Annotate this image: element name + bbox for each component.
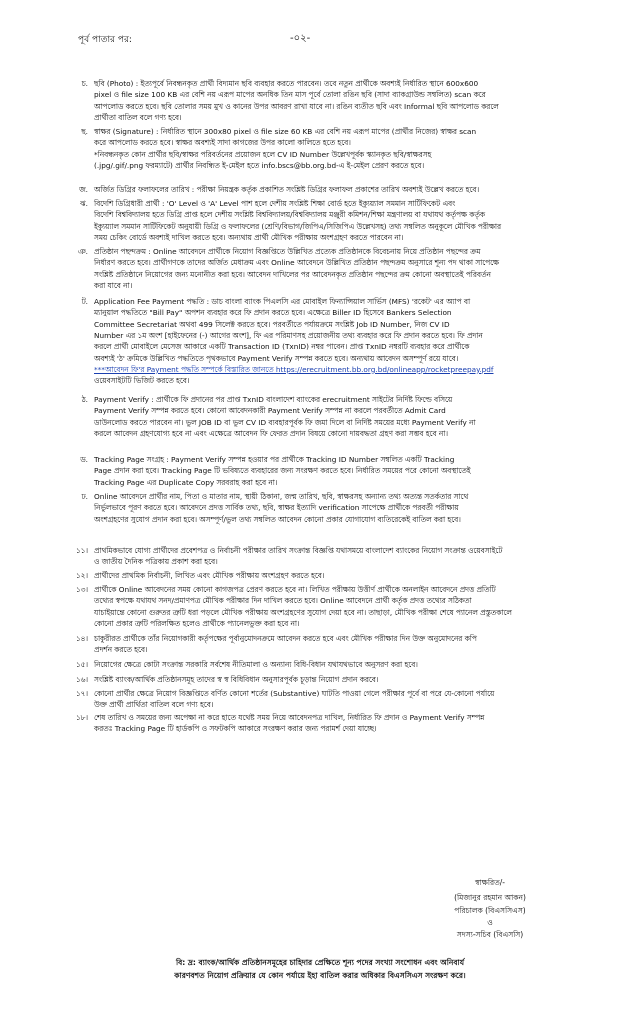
item-number: ট. [81,297,88,306]
item-text-line: Tracking Page এর Duplicate Copy সরবরাহ করা হবে না। [94,477,278,487]
signatory-designation-2: সদস্য-সচিব (বিএসসি) [456,930,524,939]
item-number: ঠ. [81,395,88,404]
item-text-line: Payment Verify : প্রার্থীকে ফি প্রদানের পর প্রাপ্ত TxnID বাংলাদেশ ব্যাংকের erecruitment সাইটের নির্দিষ্ট ফিল্ডে বসিয়ে [94,395,453,404]
item-number: ছ. [81,127,88,136]
item-text-line: নির্ধারণ করতে হবে। প্রার্থীগণকে তাদের অর্জিত মেধাক্রম এবং Online আবেদনে উল্লিখিত প্রতিষ্ঠান পছন্দক্রম অনুসারে শূন্য পদ থাকা সাপেক্ষে [94,258,499,268]
item-text-line: Page প্রদান করা হবে। Tracking Page টি ভবিষ্যতে ব্যবহারের জন্য সংরক্ষণ করতে হবে। নির্ধারিত সময়ের পরে কোনো অবস্থাতেই [94,466,471,476]
item-number: জ. [79,185,88,194]
footer-note-line-2: কারণবশত নিয়োগ প্রক্রিয়ার যে কোন পর্যায়ে ইহা বাতিল করার অধিকার বিএসসিএস সংরক্ষণ করে। [174,971,466,980]
item-text-line: Tracking Page সংগ্রহ : Payment Verify সম্পন্ন হওয়ার পর প্রার্থীকে Tracking ID Number সম্বলিত একটি Tracking [94,455,455,464]
item-text-line: সংশ্লিষ্ট ব্যাংক/আর্থিক প্রতিষ্ঠানসমূহ তাদের স্ব স্ব বিধিবিধান অনুসারপূর্বক চূড়ান্ত নিয়োগ প্রদান করবে। [94,675,379,684]
item-number: ১৩। [75,585,88,594]
item-text-line: *নিবন্ধনকৃত কোন প্রার্থীর ছবি/স্বাক্ষর পরিবর্তনের প্রয়োজন হলে CV ID Number উল্লেখপূর্বক স্ক্যানকৃত ছবি/স্বাক্ষরসহ [94,149,432,159]
item-number: ১৬। [75,675,88,684]
item-text-line: স্বাক্ষর (Signature) : নির্ধারিত স্থানে 300x80 pixel ও file size 60 KB এর বেশি নয় এরূপ মাপের (প্রার্থীর নিজের) স্বাক্ষর scan [94,127,477,136]
signatory-designation-1: পরিচালক (বিএসসিএস) [454,906,526,915]
item-text-line: Application Fee Payment পদ্ধতি : ডাচ বাংলা ব্যাংক পিএলসি এর মোবাইল ফিন্যান্সিয়াল সার্ভিস (MFS) 'রকেট' এর অ্যাপ বা [94,297,471,306]
item-text-line: কোনো প্রকার ত্রুটি পরিলক্ষিত হলেও প্রার্থীকে প্যানেলভুক্ত করা হবে না। [94,618,300,628]
item-text-line: ওয়েবসাইটটি ভিজিট করতে হবে। [94,376,190,386]
item-text-line: প্রার্থীতা বাতিল বলে গণ্য হবে। [94,112,182,122]
item-number: ঞ. [77,247,88,256]
item-text-line: বিদেশি বিশ্ববিদ্যালয় হতে ডিগ্রি প্রাপ্ত হলে দেশীয় সংশ্লিষ্ট বিশ্ববিদ্যালয়/বিশ্ববিদ্যালয় মঞ্জুরী কমিশন/শিক্ষা মন্ত্রণালয় বা যথাযথ কর্তৃপক্ষ কর্তৃক [94,210,485,220]
item-text-line: করে আপলোড করতে হবে। স্বাক্ষর অবশ্যই সাদা কাগজের উপর কালো কালিতে হতে হবে। [94,138,351,148]
continued-label: পূর্ব পাতার পর: [78,35,132,45]
item-text-line: প্রার্থীকে Online আবেদনের সময় কোনো কাগজপত্র প্রেরণ করতে হবে না। লিখিত পরীক্ষায় উত্তীর্ণ প্রার্থীকে অনলাইন আবেদনে প্রদত্ত প্রতিটি [94,585,496,594]
payment-info-link-line: ***আবেদন ফি'র Payment পদ্ধতি সম্পর্কে বিস্তারিত জানতে https://erecruitment.bb.org.bd/onlineapp/rocketpreepay.pdf [94,364,494,374]
item-number: ১৭। [75,689,88,698]
item-text-line: ইক্যুয়্যাল সমমান সার্টিফিকেট অনুযায়ী ডিগ্রি ও ফলাফলের (শ্রেণি/বিভাগ/জিপিএ/সিজিপিএ উল্লেখসহ) তথ্য সম্বলিত অনুকূলে মৌখিক পরীক্ষার [94,221,501,231]
item-text-line: ম্যানুয়াল পদ্ধতিতে "Bill Pay" অপশন ব্যবহার করে ফি প্রদান করতে হবে। এক্ষেত্রে Biller ID হিসেবে Bankers Selection [94,308,452,318]
item-text-line: কোনো প্রার্থীর ক্ষেত্রে নিয়োগ বিজ্ঞপ্তিতে বর্ণিত কোনো শর্তের (Substantive) ঘাটতি পাওয়া গেলে পরীক্ষার পূর্বে বা পরে যে-কোনো পর্যায়ে [94,689,495,698]
item-text-line: করলে আবেদন গ্রহণযোগ্য হবে না এবং এক্ষেত্রে আবেদন ফি ফেরত প্রদান বিষয়ে কোনো দায়বদ্ধতা গ্রহণ করা সম্ভব হবে না। [94,428,448,438]
item-text-line: করতঃ Tracking Page টি হার্ডকপি ও সফটকপি আকারে সংরক্ষণ করার জন্য পরামর্শ দেয়া যাচ্ছে। [94,724,377,734]
item-number: ১২। [75,571,88,580]
item-number: ১৫। [75,660,88,669]
item-text-line: করা যাবে না। [94,280,133,290]
item-text-line: বিদেশি ডিগ্রিধারী প্রার্থী : 'O' Level ও 'A' Level পাশ হলে দেশীয় সংশ্লিষ্ট শিক্ষা বোর্ড হতে ইক্যুয়্যাল সমমান সার্টিফিকেট এবং [94,199,456,208]
item-text-line: চাকুরীরত প্রার্থীকে তাঁর নিয়োগকারী কর্তৃপক্ষের পূর্বানুমোদনক্রমে আবেদন করতে হবে এবং মৌখিক পরীক্ষার দিন উক্ত অনুমোদনের কপি [94,634,477,643]
item-text-line: Committee Secretariat অথবা 499 সিলেক্ট করতে হবে। পরবর্তীতে পর্যায়ক্রমে সংশ্লিষ্ট Job ID Number, নিজ CV ID [94,319,450,329]
item-text-line: শেষ তারিখ ও সময়ের জন্য অপেক্ষা না করে হাতে যথেষ্ট সময় নিয়ে আবেদনপত্র দাখিল, নির্ধারিত ফি প্রদান ও Payment Verify সম্পন্ন [94,713,485,722]
item-text-line: প্রতিষ্ঠান পছন্দক্রম : Online আবেদনে প্রার্থীকে নিয়োগ বিজ্ঞপ্তিতে উল্লিখিত প্রত্যেক প্রতিষ্ঠানকে বিবেচনায় নিয়ে প্রতিষ্ঠান পছন্দের ক্রম [94,247,481,256]
item-text-line: উক্ত প্রার্থী প্রার্থিতা বাতিল বলে গণ্য হবে। [94,700,214,710]
item-text-line: প্রার্থীদের প্রাথমিক নির্বাচনী, লিখিত এবং মৌখিক পরীক্ষায় অংশগ্রহণ করতে হবে। [94,571,325,580]
item-text-line: অবশ্যই 'ঠ' ক্রমিকে উল্লিখিত পদ্ধতিতে পৃথকভাবে Payment Verify সম্পন্ন করতে হবে। অন্যথায় আবেদন অসম্পূর্ণ রয়ে যাবে। [94,353,459,363]
item-text-line: নিয়োগের ক্ষেত্রে কোটা সংক্রান্ত সরকারি সর্বশেষ নীতিমালা ও অন্যান্য বিধি-বিধান যথাযথভাবে অনুসরণ করা হবে। [94,660,418,669]
item-text-line: প্রদর্শন করতে হবে। [94,645,148,655]
signed-label: স্বাক্ষরিত/- [475,878,505,887]
footer-note-line-1: বি: দ্র: ব্যাংক/আর্থিক প্রতিষ্ঠানসমূহের চাহিদার প্রেক্ষিতে শূন্য পদের সংখ্যা সংশোধন এবং অনিবার্য [175,958,465,967]
email-line: (.jpg/.gif/.png ফরম্যাটে) প্রার্থীর নিবন্ধিত ই-মেইল হতে info.bscs@bb.org.bd-এ ই-মেইল প্রেরণ করতে হবে। [94,160,425,170]
item-number: ১১। [75,546,88,555]
item-text-line: ডাউনলোড করতে পারবেন না। ভুল JOB ID বা ভুল CV ID ব্যবহারপূর্বক ফি জমা দিলে বা নির্দিষ্ট সময়ের মধ্যে Payment Verify না [94,417,476,427]
item-text-line: যাচাইয়ান্তে কোনো গুরুতর ত্রুটি ধরা পড়লে মৌখিক পরীক্ষায় অংশগ্রহণের সুযোগ দেয়া হবে না। তাছাড়া, মৌখিক পরীক্ষা শেষে প্যানেল প্রস্তুতকালে [94,607,512,617]
item-text-line: ও জাতীয় দৈনিক পত্রিকায় প্রকাশ করা হবে। [94,557,218,567]
item-text-line: প্রাথমিকভাবে যোগ্য প্রার্থীদের প্রবেশপত্র ও নির্বাচনী পরীক্ষার তারিখ সংক্রান্ত বিজ্ঞপ্তি যথাসময়ে বাংলাদেশ ব্যাংকের নিয়োগ সংক্রান্ত ওয়েবসাইটে [94,546,503,555]
item-text-line: pixel ও file size 100 KB এর বেশি নয় এরূপ মাপের অনধিক তিন মাস পূর্বে তোলা রঙিন ছবি (সাদা ব্যাকগ্রাউন্ড সম্বলিত) scan করে [94,90,486,100]
item-text-line: Online আবেদনে প্রার্থীর নাম, পিতা ও মাতার নাম, স্থায়ী ঠিকানা, জন্ম তারিখ, ছবি, স্বাক্ষরসহ অন্যান্য তথ্য অত্যন্ত সতর্কতার সাথে [94,492,469,501]
item-text-line: তথ্যের স্বপক্ষে যথাযথ সনদ/প্রমাণপত্র মৌখিক পরীক্ষার দিন দাখিল করতে হবে। Online আবেদনে প্রার্থী কর্তৃক প্রদত্ত তথ্যের সঠিকতা [94,596,472,606]
page-number: -০২- [290,33,311,44]
item-text-line: Number এর ১ম অংশ [হাইফেনের (-) আগের অংশ], ফি এর পরিমাণসহ প্রয়োজনীয় তথ্য ব্যবহার করে ফি প্রদান করতে হবে। ফি প্রদান [94,330,483,340]
item-number: ১৪। [75,634,88,643]
item-text-line: আপলোড করতে হবে। ছবি তোলার সময় মুখ ও কানের উপর আবরণ রাখা যাবে না। রঙিন ব্যতীত ছবি এবং Informal ছবি আপলোড করলে [94,101,499,111]
item-number: চ. [81,79,88,88]
item-text-line: অংশগ্রহণের সুযোগ প্রদান করা হবে। অসম্পূর্ণ/ভুল তথ্য সম্বলিত আবেদন কোনো প্রকার যোগাযোগ ব্যতিরেকেই বাতিল করা হবে। [94,514,461,524]
item-number: ঢ. [81,492,88,501]
item-number: ড. [80,455,88,464]
item-text-line: সময় চেকিং বোর্ডে অবশ্যই দাখিল করতে হবে। অন্যথায় প্রার্থী মৌখিক পরীক্ষায় অংশগ্রহণ করতে পারবেন না। [94,232,404,242]
item-text-line: Payment Verify সম্পন্ন করতে হবে। কোনো আবেদনকারী Payment Verify সম্পন্ন না করলে পরবর্তীতে Admit Card [94,406,446,416]
item-text-line: ছবি (Photo) : ইত্যপূর্বে নিবন্ধনকৃত প্রার্থী বিদ্যমান ছবি ব্যবহার করতে পারবেন। তবে নতুন প্রার্থীকে অবশ্যই নির্ধারিত স্থানে 600x600 [94,79,479,88]
signatory-name: (মিজানুর রহমান আকন) [454,893,526,902]
item-text-line: করলে প্রার্থী মোবাইলে মেসেজ আকারে একটি Transaction ID (TxnID) নম্বর পাবেন। প্রাপ্ত TxnID নম্বরটি ব্যবহার করে প্রার্থীকে [94,342,470,352]
item-text-line: অর্জিত ডিগ্রির ফলাফলের তারিখ : পরীক্ষা নিয়ন্ত্রক কর্তৃক প্রকাশিত সংশ্লিষ্ট ডিগ্রির ফলাফল প্রকাশের তারিখ অবশ্যই উল্লেখ করতে হবে। [94,185,480,194]
signatory-and: ও [487,918,493,927]
item-text-line: নির্ভুলভাবে পূরণ করতে হবে। আবেদনে প্রদত্ত সার্বিক তথ্য, ছবি, স্বাক্ষর ইত্যাদি verification সাপেক্ষে প্রার্থীকে পরবর্তী পরীক্ষায় [94,503,459,513]
item-number: ঝ. [80,199,88,208]
item-number: ১৮। [75,713,88,722]
item-text-line: সংশ্লিষ্ট প্রতিষ্ঠানে নিয়োগের জন্য মনোনীত করা হবে। আবেদন দাখিলের পর আবেদনকৃত প্রতিষ্ঠান পছন্দের ক্রম কোনো অবস্থাতেই পরিবর্তন [94,269,491,279]
